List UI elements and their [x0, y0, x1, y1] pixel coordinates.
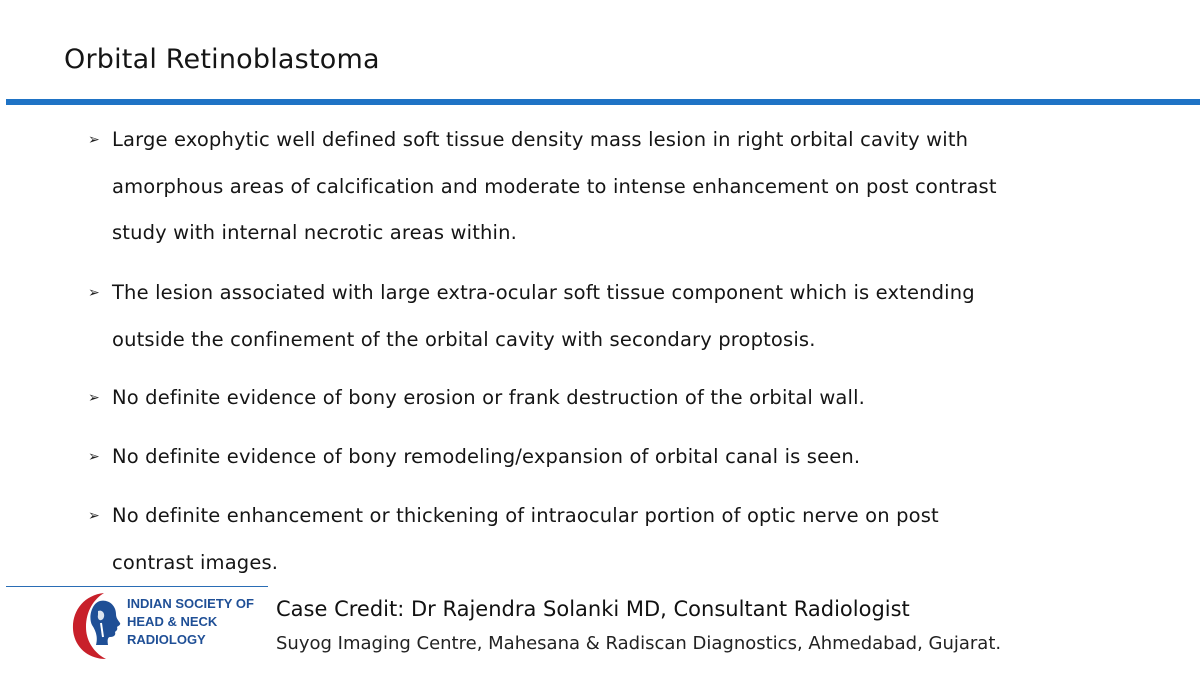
bullet-line: study with internal necrotic areas within. [112, 221, 517, 244]
bullet-line: No definite evidence of bony erosion or frank destruction of the orbital wall. [112, 386, 866, 409]
bullet-item [88, 434, 1088, 481]
society-name [127, 595, 254, 649]
bullet-arrow-icon: ➢ [88, 390, 100, 406]
bullet-line: contrast images. [112, 550, 279, 574]
bullet-line: No definite evidence of bony remodeling/expansion of orbital canal is seen. [112, 445, 861, 468]
bullet-item [88, 375, 1088, 422]
bullet-arrow-icon: ➢ [88, 508, 100, 524]
bullet-line: No definite enhancement or thickening of intraocular portion of optic nerve on post [112, 504, 939, 527]
bullet-item [88, 117, 1088, 257]
society-name-line: HEAD & NECK [127, 614, 218, 629]
affiliation-text: Suyog Imaging Centre, Mahesana & Radiscan Diagnostics, Ahmedabad, Gujarat. [276, 633, 1002, 654]
footer-divider [6, 586, 268, 587]
society-name-line: INDIAN SOCIETY OF [127, 596, 254, 611]
bullet-line: Large exophytic well defined soft tissue density mass lesion in right orbital cavity with [112, 128, 969, 151]
bullet-arrow-icon: ➢ [88, 132, 100, 148]
society-name-line: RADIOLOGY [127, 632, 206, 647]
bullet-item [88, 270, 1088, 363]
title-divider [6, 99, 1200, 105]
bullet-line: The lesion associated with large extra-ocular soft tissue component which is extending [112, 281, 975, 304]
bullet-line: outside the confinement of the orbital cavity with secondary proptosis. [112, 327, 816, 351]
bullet-arrow-icon: ➢ [88, 285, 100, 301]
slide-title: Orbital Retinoblastoma [64, 44, 380, 75]
bullet-arrow-icon: ➢ [88, 449, 100, 465]
bullet-item [88, 493, 1088, 586]
head-neck-society-logo-icon [70, 589, 126, 663]
case-credit: Case Credit: Dr Rajendra Solanki MD, Consultant Radiologist [276, 597, 910, 621]
bullet-line: amorphous areas of calcification and moderate to intense enhancement on post contrast [112, 174, 997, 198]
